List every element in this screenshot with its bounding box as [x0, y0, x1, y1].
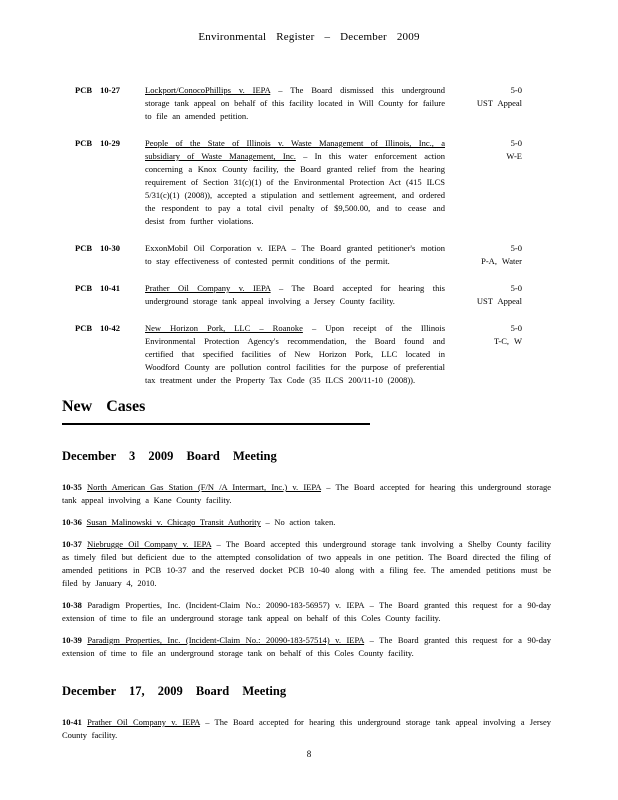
vote-count: 5-0	[510, 283, 522, 293]
case-name: People of the State of Illinois v. Waste Management of Illinois, Inc., a subsidiary of Waste Management, Inc.	[145, 138, 445, 161]
case-summary: – The Board accepted for hearing this underground storage tank appeal involving a Jersey County facility.	[62, 717, 552, 740]
vote-count: 5-0	[510, 138, 522, 148]
case-category: UST Appeal	[476, 296, 522, 306]
case-meta	[445, 282, 522, 308]
case-category: W-E	[506, 151, 522, 161]
page-number: 8	[306, 749, 312, 759]
case-summary: – Upon receipt of the Illinois Environmental Protection Agency's recommendation, the Board found and certified that specified facilities of New Horizon Pork, LLC located in Woodford County are pollution control facilities for the purpose of preferential tax treatment under the Property Tax Code (35 ILCS 200/11-10 (2008)).	[145, 323, 446, 385]
case-text	[145, 322, 445, 387]
entry-number: 10-41	[62, 717, 82, 727]
case-entry	[62, 481, 551, 507]
meeting-heading-december-17: December 17, 2009 Board Meeting	[62, 684, 287, 698]
board-actions-list	[75, 84, 522, 401]
case-entry	[62, 634, 551, 660]
case-text	[145, 137, 445, 228]
case-name: Paradigm Properties, Inc. (Incident-Claim No.: 20090-183-56957) v. IEPA	[87, 600, 365, 610]
docket-number: PCB 10-27	[75, 85, 120, 95]
case-text	[145, 84, 445, 123]
case-name: New Horizon Pork, LLC – Roanoke	[145, 323, 303, 333]
case-summary: – The Board granted this request for a 90-day extension of time to file an underground storage tank on behalf of this Coles County facility.	[62, 635, 552, 658]
meeting-heading-december-3: December 3 2009 Board Meeting	[62, 449, 277, 463]
case-name: Lockport/ConocoPhillips v. IEPA	[145, 85, 271, 95]
case-name: North American Gas Station (F/N /A Intermart, Inc.) v. IEPA	[87, 482, 321, 492]
case-category: UST Appeal	[476, 98, 522, 108]
case-name: Paradigm Properties, Inc. (Incident-Claim No.: 20090-183-57514) v. IEPA	[87, 635, 365, 645]
docket-number: PCB 10-42	[75, 323, 120, 333]
vote-count: 5-0	[510, 85, 522, 95]
entry-number: 10-36	[62, 517, 82, 527]
case-summary: – In this water enforcement action concerning a Knox County facility, the Board granted relief from the hearing requirement of Section 31(c)(1) of the Environmental Protection Act (415 ILCS 5/31(c)(1) (2008)), accepted a stipulation and settlement agreement, and ordered the respondent to pay a total civil penalty of $9,500.00, and to cease and desist from further violations.	[145, 151, 446, 226]
case-summary: – The Board granted this request for a 90-day extension of time to file an underground storage tank appeal on behalf of this Coles County facility.	[62, 600, 552, 623]
entry-number: 10-38	[62, 600, 82, 610]
case-entry	[62, 516, 551, 529]
docket-number: PCB 10-41	[75, 283, 120, 293]
entry-number: 10-37	[62, 539, 82, 549]
case-entry	[62, 538, 551, 590]
new-cases-section	[62, 398, 551, 751]
case-entry	[62, 716, 551, 742]
vote-count: 5-0	[510, 323, 522, 333]
board-action-row	[75, 282, 522, 308]
new-cases-heading: New Cases	[62, 398, 370, 425]
case-name: Prather Oil Company v. IEPA	[87, 717, 200, 727]
case-name: Susan Malinowski v. Chicago Transit Authority	[86, 517, 261, 527]
vote-count: 5-0	[510, 243, 522, 253]
case-category: T-C, W	[493, 336, 522, 346]
case-meta	[445, 137, 522, 228]
board-action-row	[75, 137, 522, 228]
case-text	[145, 282, 445, 308]
case-meta	[445, 242, 522, 268]
board-action-row	[75, 242, 522, 268]
case-name: Prather Oil Company v. IEPA	[145, 283, 271, 293]
entry-number: 10-39	[62, 635, 82, 645]
case-summary: – The Board granted petitioner's motion to stay effectiveness of contested permit conditions of the permit.	[145, 243, 445, 266]
case-name: ExxonMobil Oil Corporation v. IEPA	[145, 243, 286, 253]
case-text	[145, 242, 445, 268]
case-category: P-A, Water	[481, 256, 522, 266]
case-meta	[445, 322, 522, 387]
case-summary: – The Board accepted this underground storage tank involving a Shelby County facility as timely filed but deficient due to the attempted consolidation of two appeals in one petition. The Board directed the filing of amended petitions in PCB 10-37 and the reserved docket PCB 10-40 along with a filing fee. The amended petitions must be filed by January 4, 2010.	[62, 539, 552, 588]
board-action-row	[75, 322, 522, 387]
case-meta	[445, 84, 522, 123]
page-header-title: Environmental Register – December 2009	[198, 31, 420, 43]
case-summary: – The Board accepted for hearing this underground storage tank appeal involving a Jersey County facility.	[145, 283, 445, 306]
case-summary: – No action taken.	[265, 517, 336, 527]
entry-number: 10-35	[62, 482, 82, 492]
case-summary: – The Board dismissed this underground storage tank appeal on behalf of this facility located in Will County for failure to file an amended petition.	[145, 85, 446, 121]
case-summary: – The Board accepted for hearing this underground storage tank appeal involving a Kane County facility.	[62, 482, 551, 505]
case-entry	[62, 599, 551, 625]
board-action-row	[75, 84, 522, 123]
docket-number: PCB 10-29	[75, 138, 120, 148]
docket-number: PCB 10-30	[75, 243, 120, 253]
case-name: Niebrugge Oil Company v. IEPA	[87, 539, 212, 549]
